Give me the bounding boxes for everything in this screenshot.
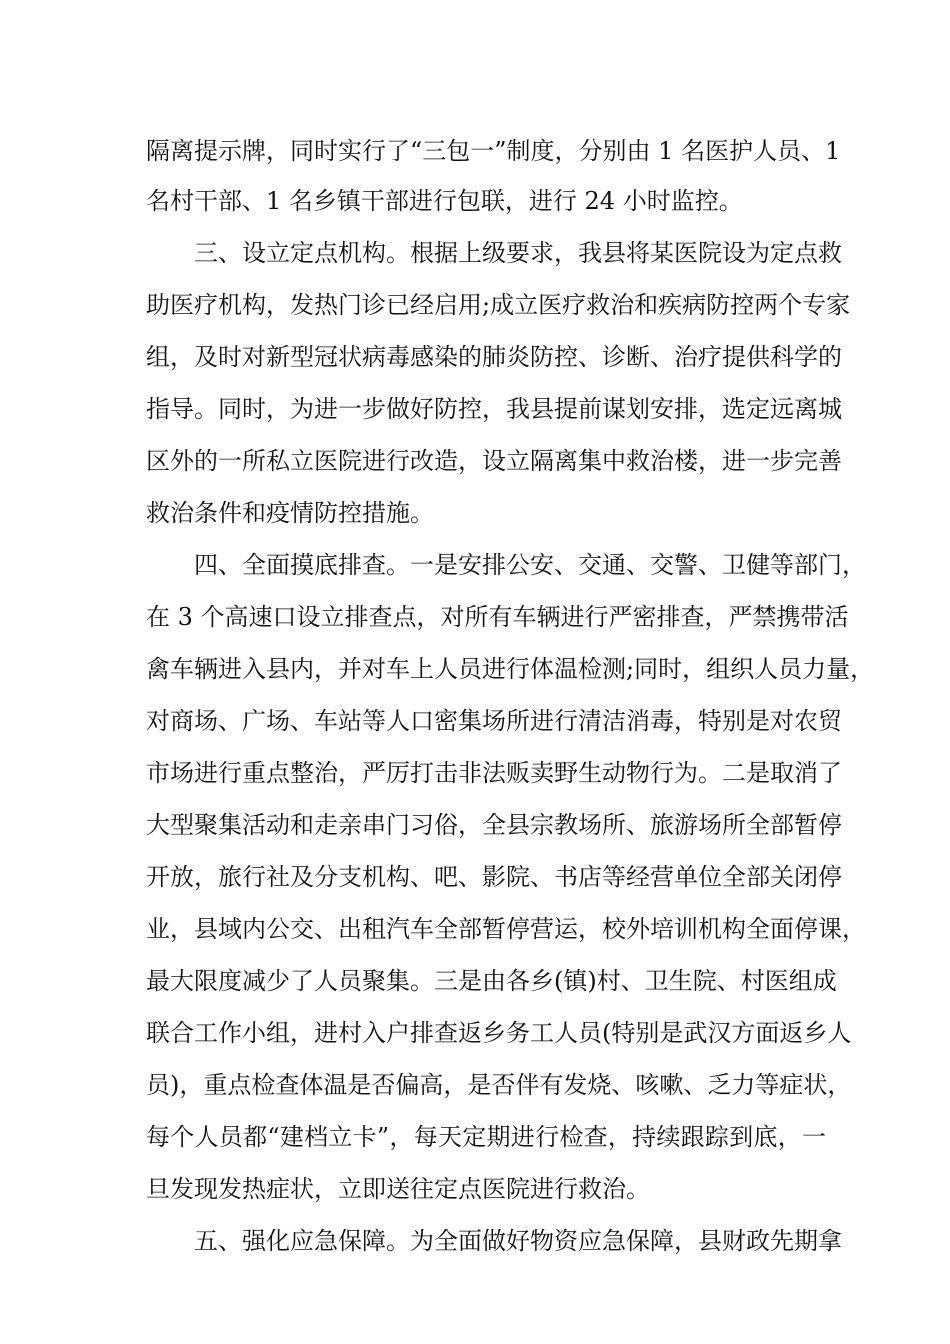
text-line: 区外的一所私立医院进行改造，设立隔离集中救治楼，进一步完善 <box>146 447 842 475</box>
text-line: 开放，旅行社及分支机构、吧、影院、书店等经营单位全部关闭停 <box>146 863 842 891</box>
text-line: 员)，重点检查体温是否偏高，是否伴有发烧、咳嗽、乏力等症状， <box>146 1071 852 1099</box>
text-line: 最大限度减少了人员聚集。三是由各乡(镇)村、卫生院、村医组成 <box>146 967 837 995</box>
text-line: 大型聚集活动和走亲串门习俗，全县宗教场所、旅游场所全部暂停 <box>146 811 842 839</box>
text-line: 名村干部、1 名乡镇干部进行包联，进行 24 小时监控。 <box>146 187 743 215</box>
text-line: 在 3 个高速口设立排查点，对所有车辆进行严密排查，严禁携带活 <box>146 603 849 631</box>
text-line: 联合工作小组，进村入户排查返乡务工人员(特别是武汉方面返乡人 <box>146 1019 852 1047</box>
text-line: 助医疗机构，发热门诊已经启用;成立医疗救治和疾病防控两个专家 <box>146 291 851 319</box>
text-line: 对商场、广场、车站等人口密集场所进行清洁消毒，特别是对农贸 <box>146 707 842 735</box>
text-line: 组，及时对新型冠状病毒感染的肺炎防控、诊断、治疗提供科学的 <box>146 343 842 371</box>
text-line: 旦发现发热症状，立即送往定点医院进行救治。 <box>146 1175 650 1203</box>
text-line: 指导。同时，为进一步做好防控，我县提前谋划安排，选定远离城 <box>146 395 842 423</box>
text-line: 每个人员都“建档立卡”，每天定期进行检查，持续跟踪到底，一 <box>146 1123 826 1151</box>
text-line: 禽车辆进入县内，并对车上人员进行体温检测;同时，组织人员力量， <box>146 655 875 683</box>
text-line: 救治条件和疫情防控措施。 <box>146 499 434 527</box>
text-line: 市场进行重点整治，严厉打击非法贩卖野生动物行为。二是取消了 <box>146 759 842 787</box>
paragraph-heading-line: 五、强化应急保障。为全面做好物资应急保障，县财政先期拿 <box>194 1227 842 1255</box>
text-line: 隔离提示牌，同时实行了“三包一”制度，分别由 1 名医护人员、1 <box>146 137 841 165</box>
paragraph-heading-line: 四、全面摸底排查。一是安排公安、交通、交警、卫健等部门， <box>194 551 866 579</box>
text-line: 业，县域内公交、出租汽车全部暂停营运，校外培训机构全面停课， <box>146 915 866 943</box>
paragraph-heading-line: 三、设立定点机构。根据上级要求，我县将某医院设为定点救 <box>194 239 842 267</box>
